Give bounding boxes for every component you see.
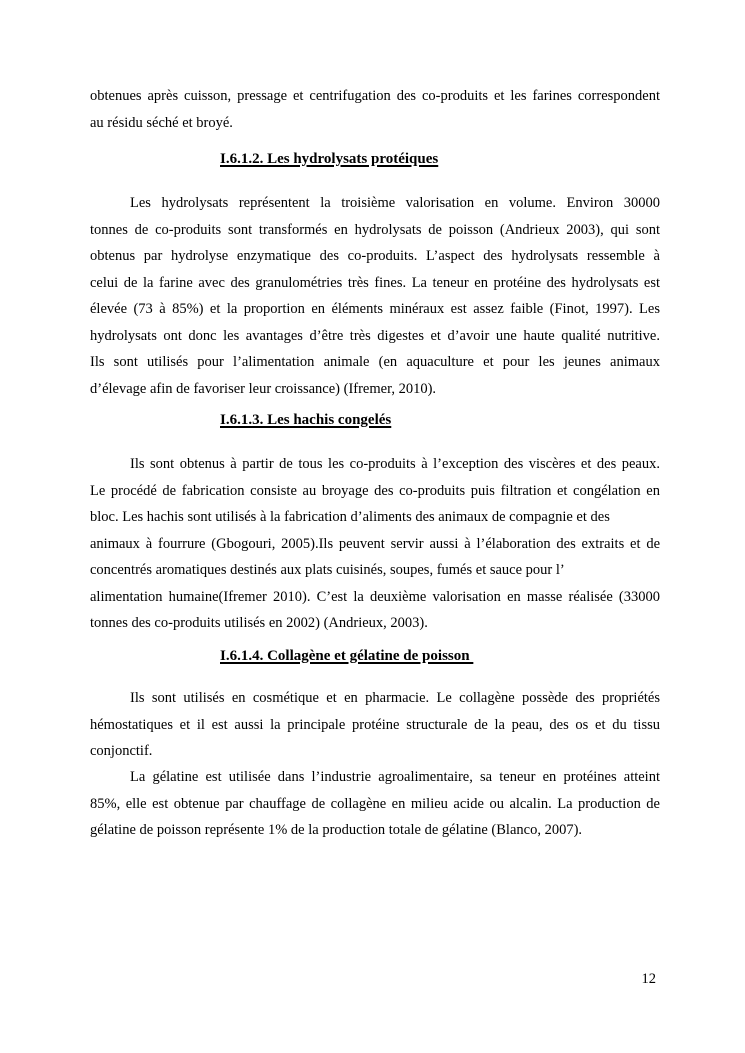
paragraph-collagene — [90, 685, 660, 765]
body-text-line: Le procédé de fabrication consiste au broyage des co-produits puis filtration et congélation en — [90, 482, 660, 499]
paragraph-hydrolysats — [90, 190, 660, 402]
body-text-line: au résidu séché et broyé. — [90, 114, 233, 131]
body-text-line: 85%, elle est obtenue par chauffage de collagène en milieu acide ou alcalin. La production de — [90, 795, 660, 812]
body-text-line: hydrolysats ont donc les avantages d’être très digestes et d’avoir une haute qualité nutritive. — [90, 327, 660, 344]
section-heading-text: I.6.1.3. Les hachis congelés — [220, 412, 392, 428]
body-text-line: bloc. Les hachis sont utilisés à la fabrication d’aliments des animaux de compagnie et des — [90, 509, 610, 525]
body-text-line: obtenues après cuisson, pressage et centrifugation des co-produits et les farines correspondent — [90, 88, 660, 104]
section-heading-hachis — [220, 409, 391, 431]
section-heading-text: I.6.1.2. Les hydrolysats protéiques — [220, 151, 439, 167]
paragraph-intro — [90, 83, 660, 136]
section-heading-hydrolysats — [220, 148, 438, 170]
body-text-line: animaux à fourrure (Gbogouri, 2005).Ils peuvent servir aussi à l’élaboration des extraits et de — [90, 535, 660, 552]
body-text-line: conjonctif. — [90, 743, 153, 759]
body-text-line: La gélatine est utilisée dans l’industrie agroalimentaire, sa teneur en protéines atteint — [130, 769, 660, 785]
body-text-line: obtenus par hydrolyse enzymatique des co-produits. L’aspect des hydrolysats ressemble à — [90, 248, 660, 264]
body-text-line: Ils sont utilisés en cosmétique et en pharmacie. Le collagène possède des propriétés — [130, 690, 660, 706]
body-text-line: tonnes des co-produits utilisés en 2002) (Andrieux, 2003). — [90, 615, 428, 631]
body-text-line: élevée (73 à 85%) et la proportion en éléments minéraux est assez faible (Finot, 1997). Les — [90, 301, 660, 317]
paragraph-gelatine — [90, 764, 660, 844]
body-text-line: celui de la farine avec des granulométries très fines. La teneur en protéine des hydrolysats est — [90, 274, 660, 291]
body-text-line: Les hydrolysats représentent la troisième valorisation en volume. Environ 30000 — [130, 195, 660, 211]
body-text-line: tonnes de co-produits sont transformés en hydrolysats de poisson (Andrieux 2003), qui sont — [90, 221, 660, 238]
section-heading-text: I.6.1.4. Collagène et gélatine de poisson — [220, 648, 474, 664]
body-text-line: concentrés aromatiques destinés aux plats cuisinés, soupes, fumés et sauce pour l’ — [90, 562, 565, 578]
body-text-line: gélatine de poisson représente 1% de la production totale de gélatine (Blanco, 2007). — [90, 822, 583, 838]
section-heading-collagene — [220, 645, 473, 667]
page-number: 12 — [641, 971, 656, 987]
body-text-line: Ils sont utilisés pour l’alimentation animale (en aquaculture et pour les jeunes animaux — [90, 354, 660, 370]
body-text-line: hémostatiques et il est aussi la principale protéine structurale de la peau, des os et du tissu — [90, 716, 660, 733]
paragraph-hachis — [90, 451, 660, 637]
body-text-line: alimentation humaine(Ifremer 2010). C’est la deuxième valorisation en masse réalisée (33000 — [90, 588, 660, 605]
body-text-line: d’élevage afin de favoriser leur croissance) (Ifremer, 2010). — [90, 380, 437, 397]
body-text-line: Ils sont obtenus à partir de tous les co-produits à l’exception des viscères et des peaux. — [130, 456, 660, 472]
